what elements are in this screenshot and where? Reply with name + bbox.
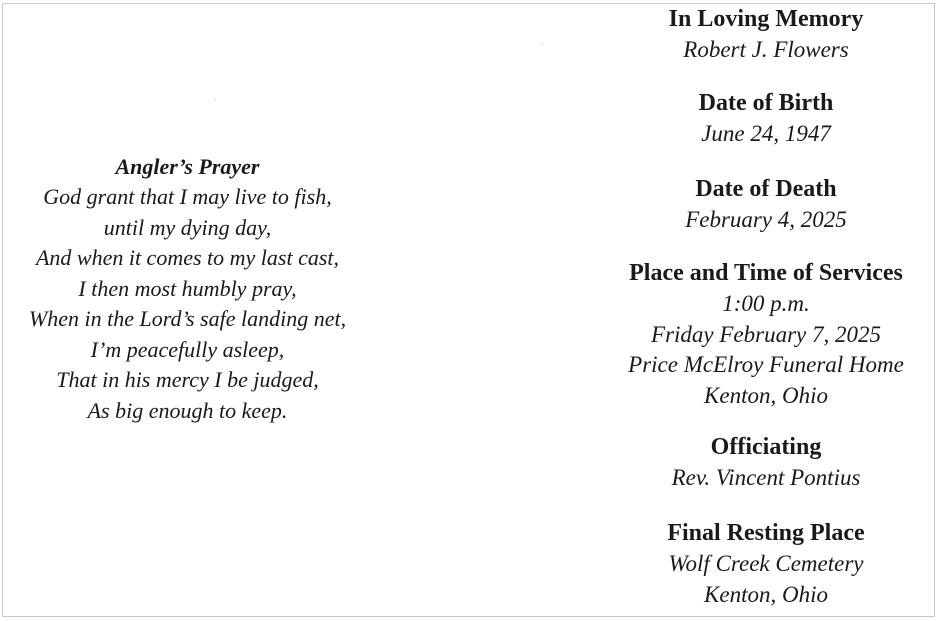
resting-place-section xyxy=(596,518,936,610)
anglers-prayer-panel xyxy=(0,152,375,426)
death-heading: Date of Death xyxy=(695,176,837,202)
services-section xyxy=(596,258,936,432)
cemetery-city: Kenton, Ohio xyxy=(704,581,828,607)
service-details-panel xyxy=(596,4,936,610)
prayer-line: That in his mercy I be judged, xyxy=(56,367,319,392)
death-date: February 4, 2025 xyxy=(685,207,847,232)
birth-heading: Date of Birth xyxy=(698,90,834,116)
services-heading: Place and Time of Services xyxy=(629,260,903,286)
service-date: Friday February 7, 2025 xyxy=(651,321,881,347)
prayer-line: I’m peacefully asleep, xyxy=(90,336,285,362)
prayer-line: When in the Lord’s safe landing net, xyxy=(28,306,347,331)
service-city: Kenton, Ohio xyxy=(704,382,828,408)
prayer-line: until my dying day, xyxy=(103,214,272,240)
prayer-line: God grant that I may live to fish, xyxy=(43,184,332,209)
prayer-line: As big enough to keep. xyxy=(87,397,288,423)
prayer-line: And when it comes to my last cast, xyxy=(35,245,340,270)
deceased-name: Robert J. Flowers xyxy=(683,37,849,62)
officiating-section xyxy=(596,432,936,518)
cemetery-name: Wolf Creek Cemetery xyxy=(668,551,864,576)
birth-date: June 24, 1947 xyxy=(701,121,831,146)
officiant-name: Rev. Vincent Pontius xyxy=(671,465,861,490)
officiating-heading: Officiating xyxy=(710,434,822,460)
death-section xyxy=(596,174,936,258)
memorial-heading: In Loving Memory xyxy=(668,6,864,32)
scan-speck xyxy=(541,44,543,45)
prayer-title: Angler’s Prayer xyxy=(115,154,260,179)
service-time: 1:00 p.m. xyxy=(722,291,810,316)
birth-section xyxy=(596,88,936,174)
service-venue: Price McElroy Funeral Home xyxy=(628,352,904,377)
memorial-section xyxy=(596,4,936,88)
resting-place-heading: Final Resting Place xyxy=(667,520,865,546)
prayer-verse xyxy=(0,182,375,426)
prayer-line: I then most humbly pray, xyxy=(78,275,297,301)
scan-speck xyxy=(214,99,216,100)
